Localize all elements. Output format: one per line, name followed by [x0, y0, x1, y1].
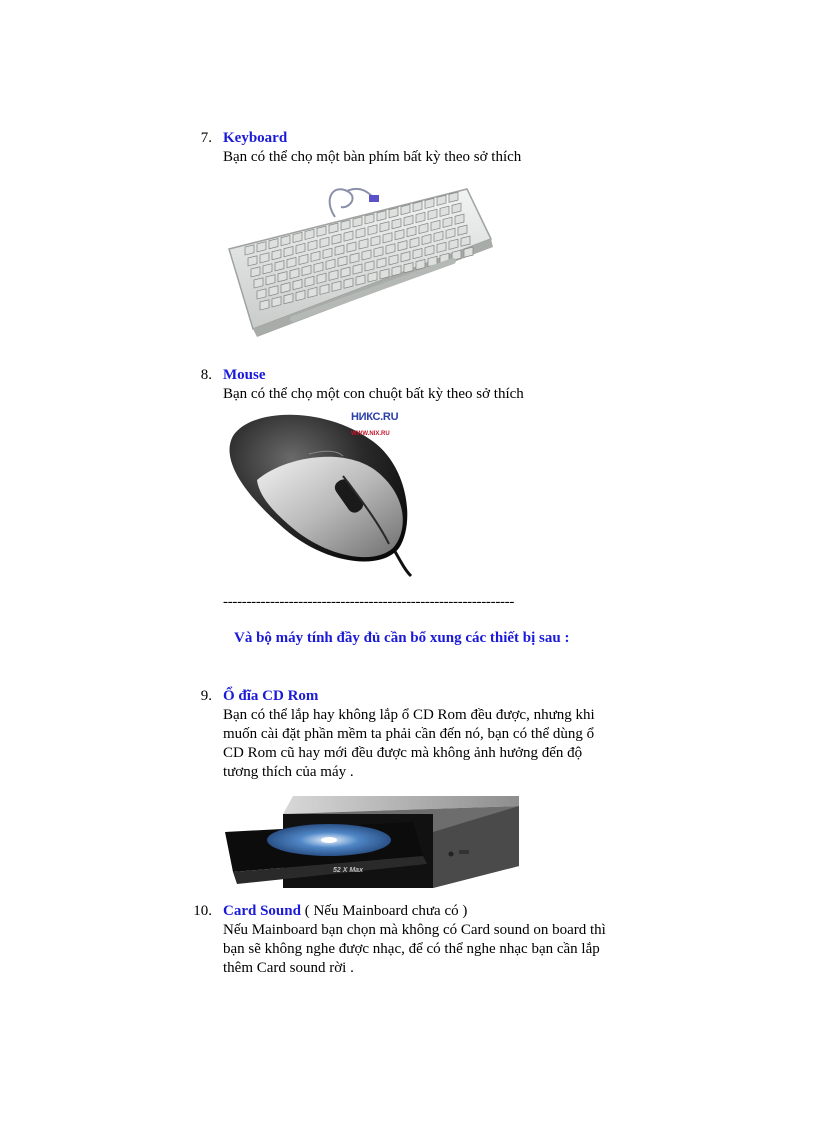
divider-line: --------------------------------------------------------------	[223, 594, 515, 610]
item-number: 7.	[200, 130, 212, 146]
cd-rom-image	[223, 792, 523, 892]
item-text-line: bạn sẽ không nghe được nhạc, để có thể nghe nhạc bạn cần lắp	[223, 941, 600, 957]
item-text-line: CD Rom cũ hay mới đều được mà không ảnh hưởng đến độ	[223, 745, 583, 761]
item-number: 8.	[200, 367, 212, 383]
section-heading: Và bộ máy tính đầy đủ cần bổ xung các thiết bị sau :	[234, 630, 570, 646]
item-title: Keyboard	[223, 130, 288, 146]
item-text-line: thêm Card sound rời .	[223, 960, 354, 976]
item-text: Bạn có thể chọ một con chuột bất kỳ theo sở thích	[223, 386, 524, 402]
drive-label: 52 X Max	[333, 867, 363, 874]
item-title: Card Sound	[223, 903, 301, 919]
nix-logo	[351, 408, 421, 444]
item-text-line: muốn cài đặt phần mềm ta phải cần đến nó, bạn có thể dùng ổ	[223, 726, 595, 742]
item-text: Bạn có thể chọ một bàn phím bất kỳ theo sở thích	[223, 149, 522, 165]
logo-text: НИКС.RU	[351, 411, 399, 423]
item-text-line: Nếu Mainboard bạn chọn mà không có Card sound on board thì	[223, 922, 606, 938]
item-text-line: Bạn có thể lắp hay không lắp ổ CD Rom đều được, nhưng khi	[223, 707, 595, 723]
item-title: Mouse	[223, 367, 266, 383]
item-title: Ổ đĩa CD Rom	[223, 688, 319, 704]
keyboard-image	[223, 169, 503, 339]
item-text-line: tương thích của máy .	[223, 764, 354, 780]
logo-url: WWW.NIX.RU	[351, 431, 390, 437]
item-title-suffix: ( Nếu Mainboard chưa có )	[300, 903, 468, 919]
item-number: 10.	[193, 903, 212, 919]
item-number: 9.	[200, 688, 212, 704]
